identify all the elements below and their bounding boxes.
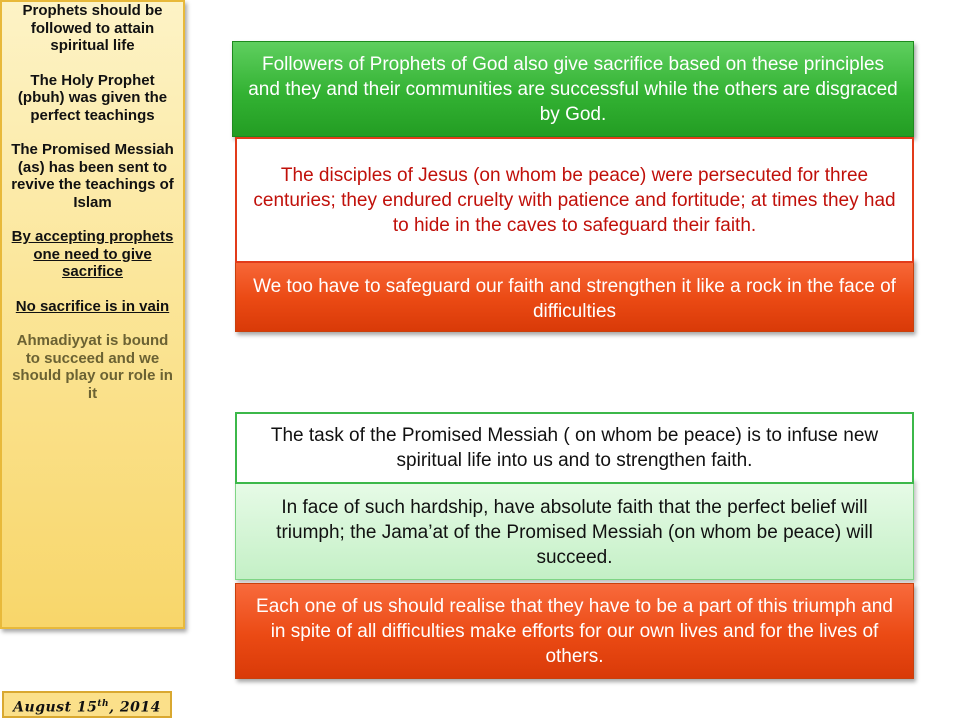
hardship-text: In face of such hardship, have absolute faith that the perfect belief will triumph; the Jama’at of the Promised Messiah (on whom be peace) will succeed.: [276, 496, 873, 568]
followers-box: [232, 41, 914, 137]
disciples-box: [235, 137, 914, 263]
sidebar-point-ahmadiyyat: Ahmadiyyat is bound to succeed and we should play our role in it: [12, 332, 173, 402]
sidebar-point-sacrifice: By accepting prophets one need to give sacrifice: [11, 228, 174, 280]
sidebar-point-no-vain: No sacrifice is in vain: [15, 297, 170, 315]
date-year: , 2014: [109, 699, 161, 716]
date-label: [2, 691, 172, 718]
date-suffix: th: [97, 699, 110, 709]
task-box: [235, 412, 914, 484]
hardship-box: [235, 478, 914, 580]
followers-text: Followers of Prophets of God also give sacrifice based on these principles and they and their communities are successful while the others are disgraced by God.: [248, 53, 898, 125]
realise-text: Each one of us should realise that they have to be a part of this triumph and in spite of all difficulties make efforts for our own lives and for the lives of others.: [256, 595, 893, 667]
task-text: The task of the Promised Messiah ( on whom be peace) is to infuse new spiritual life into us and to strengthen faith.: [270, 425, 879, 471]
realise-box: [235, 583, 914, 679]
sidebar-point-promised-messiah: The Promised Messiah (as) has been sent to revive the teachings of Islam: [11, 141, 174, 211]
disciples-text: The disciples of Jesus (on whom be peace) were persecuted for three centuries; they endured cruelty with patience and fortitude; at times they had to hide in the caves to safeguard their faith.: [253, 164, 896, 236]
sidebar-point-holy-prophet: The Holy Prophet (pbuh) was given the perfect teachings: [17, 71, 168, 124]
sidebar-summary: [0, 0, 185, 629]
safeguard-text: We too have to safeguard our faith and strengthen it like a rock in the face of difficulties: [253, 276, 896, 322]
safeguard-box: [235, 258, 914, 332]
sidebar-heading: Prophets should be followed to attain spiritual life: [22, 2, 163, 54]
date-prefix: August 15: [13, 699, 98, 716]
